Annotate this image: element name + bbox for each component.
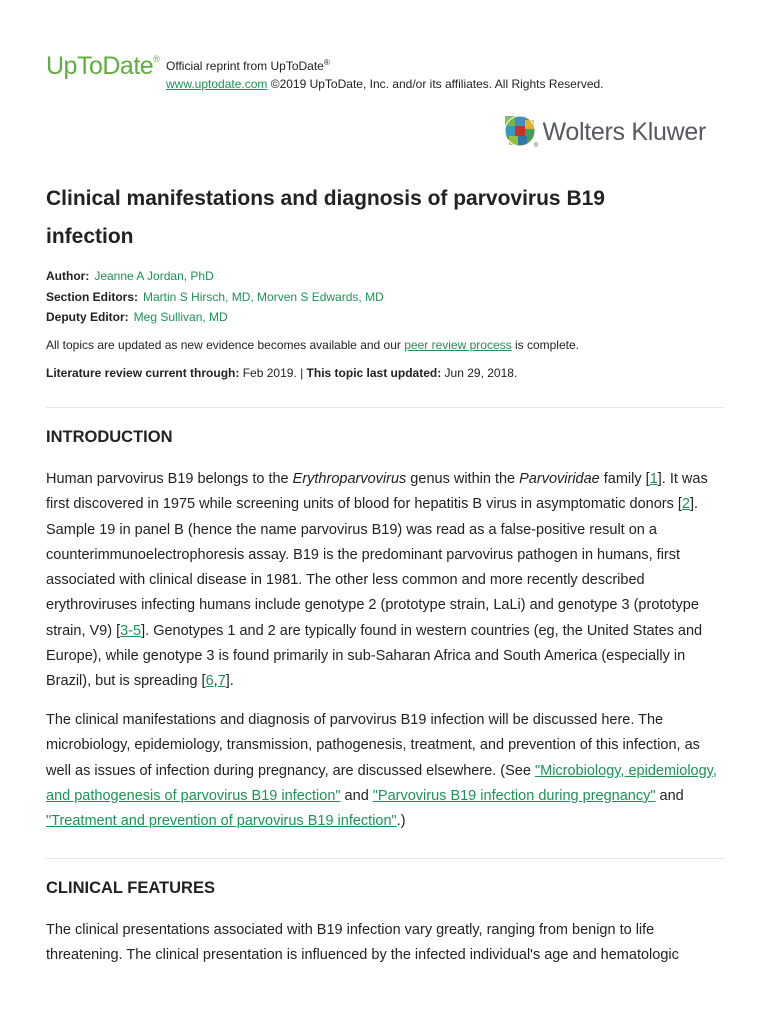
section-heading-clinical-features: CLINICAL FEATURES: [46, 879, 215, 897]
deputy-editor-row: [46, 307, 726, 328]
divider: [46, 407, 724, 408]
page-header: [46, 48, 726, 158]
section-editors-row: Section Editors: Martin S Hirsch, MD, Morven S Edwards, MD: [46, 289, 384, 304]
section-editor-link[interactable]: Morven S Edwards, MD: [257, 289, 384, 304]
last-updated-value: Jun 29, 2018.: [441, 366, 518, 380]
svg-text:®: ®: [533, 143, 538, 149]
reference-link[interactable]: 6: [205, 673, 214, 690]
topic-link-microbiology[interactable]: "Microbiology, epidemiology, and pathogenesis of parvovirus B19 infection": [46, 762, 717, 804]
peer-review-link[interactable]: peer review process: [404, 338, 512, 352]
reference-link[interactable]: 1: [649, 471, 658, 487]
deputy-editor-label: Deputy Editor:: [46, 310, 129, 324]
lit-review-value: Feb 2019.: [239, 366, 297, 380]
reference-link[interactable]: 7: [217, 673, 226, 690]
deputy-editor-link[interactable]: Meg Sullivan, MD: [133, 310, 228, 324]
author-link[interactable]: Jeanne A Jordan, PhD: [94, 269, 214, 283]
intro-paragraph-1: Human parvovirus B19 belongs to the Erythroparvovirus genus within the Parvoviridae family [1]. It was first discovered in 1975 while screening units of blood for hepatitis B virus in asymptomatic donors [2]. Sample 19 in panel B (hence the name parvovirus B19) was read as a false-positive result on a counterimmunoelectrophoresis assay. B19 is the predominant parvovirus pathogen in humans, first associated with clinical disease in 1981. The other less common and more recently described erythroviruses infecting humans include genotype 2 (prototype strain, LaLi) and genotype 3 (prototype strain, V9) [3-5]. Genotypes 1 and 2 are typically found in western countries (eg, the United States and Europe), while genotype 3 is found primarily in sub-Saharan Africa and South America (especially in Brazil), but is spreading [6,7].: [46, 471, 708, 690]
lit-review-label: Literature review current through:: [46, 366, 240, 380]
topic-link-treatment[interactable]: "Treatment and prevention of parvovirus B19 infection": [46, 813, 397, 830]
copyright-text: ©2019 UpToDate, Inc. and/or its affiliates. All Rights Reserved.: [267, 77, 604, 91]
author-row: [46, 266, 726, 287]
author-label: Author:: [46, 269, 90, 283]
reprint-text: Official reprint from UpToDate: [166, 59, 324, 73]
section-editors-label: Section Editors:: [46, 289, 139, 304]
divider: [46, 858, 724, 859]
topic-link-pregnancy[interactable]: "Parvovirus B19 infection during pregnancy": [372, 787, 656, 804]
reference-link[interactable]: 3-5: [120, 622, 142, 639]
publisher-name: Wolters Kluwer: [542, 117, 706, 146]
clinical-paragraph-1: The clinical presentations associated with B19 infection vary greatly, ranging from benign to life threatening. The clinical presentation is influenced by the infected individual's age and hematologic: [46, 922, 679, 964]
reprint-notice: Official reprint from UpToDate® www.uptodate.com ©2019 UpToDate, Inc. and/or its affiliates. All Rights Reserved.: [166, 58, 604, 91]
section-heading-introduction: INTRODUCTION: [46, 428, 173, 446]
review-dates: Literature review current through: Feb 2019. | This topic last updated: Jun 29, 2018.: [46, 366, 518, 380]
section-editor-link[interactable]: Martin S Hirsch, MD: [143, 289, 251, 304]
uptodate-site-link[interactable]: www.uptodate.com: [166, 77, 268, 91]
update-note: All topics are updated as new evidence becomes available and our peer review process is complete.: [46, 338, 579, 352]
article-credits: [46, 266, 726, 328]
wolters-kluwer-globe-icon: [503, 114, 539, 150]
wolters-kluwer-logo[interactable]: [503, 114, 706, 150]
uptodate-logo[interactable]: UpToDate®: [46, 52, 160, 80]
intro-paragraph-2: The clinical manifestations and diagnosis of parvovirus B19 infection will be discussed here. The microbiology, epidemiology, transmission, pathogenesis, treatment, and prevention of this infection, as well as issues of infection during pregnancy, are discussed elsewhere. (See "Microbiology, epidemiology, and pathogenesis of parvovirus B19 infection" and "Parvovirus B19 infection during pregnancy" and "Treatment and prevention of parvovirus B19 infection".): [46, 712, 717, 830]
reference-link[interactable]: 2: [681, 496, 690, 513]
article-title: Clinical manifestations and diagnosis of parvovirus B19 infection: [46, 187, 605, 248]
last-updated-label: This topic last updated:: [306, 366, 442, 380]
